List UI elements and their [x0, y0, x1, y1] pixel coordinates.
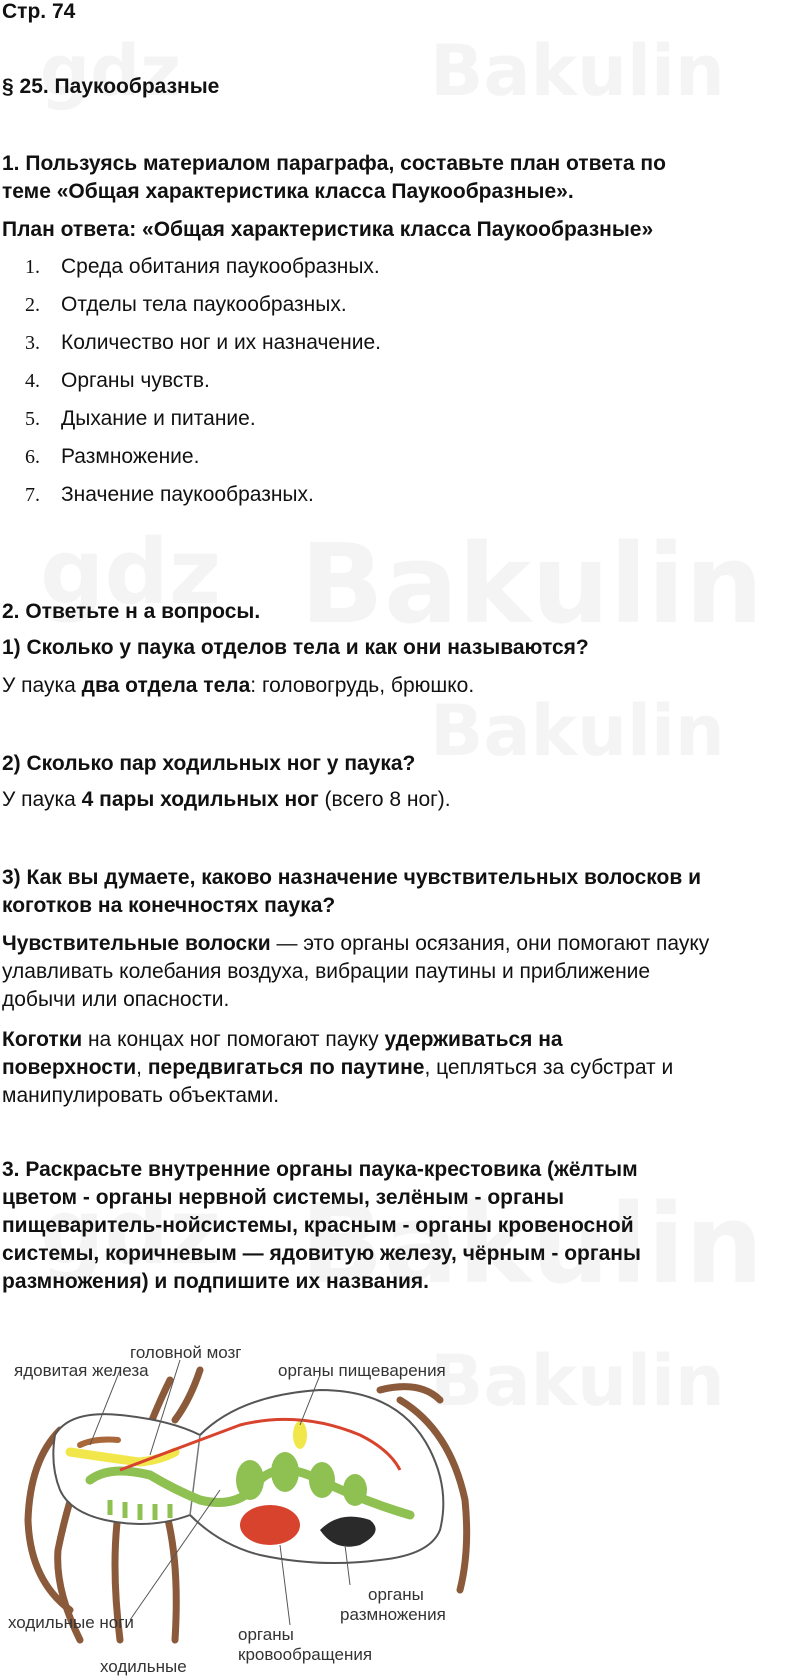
watermark-gdz	[40, 30, 181, 112]
task2-q3-line1: 3) Как вы думаете, каково назначение чувствительных волосков и	[2, 866, 701, 889]
label-circulatory-line2: кровообращения	[238, 1645, 373, 1664]
leg	[175, 1370, 200, 1420]
task2-a3-p1-line1: Чувствительные волоски — это органы осязания, они помогают пауку	[2, 932, 710, 955]
task2-a1: У паука два отдела тела: головогрудь, брюшко.	[2, 674, 475, 697]
list-item-text: Значение паукообразных.	[61, 483, 314, 506]
page-number: Стр. 74	[2, 0, 76, 23]
digestive-lobe	[343, 1474, 367, 1506]
list-item-text: Органы чувств.	[61, 369, 210, 392]
task2-a3-p2-line1: Коготки на концах ног помогают пауку удерживаться на	[2, 1028, 563, 1051]
watermark-bakulin	[430, 30, 725, 112]
label-venom-gland: ядовитая железа	[14, 1361, 149, 1380]
label-circulatory-line1: органы	[238, 1625, 294, 1644]
leg	[165, 1508, 176, 1640]
digestive-lobe	[271, 1452, 299, 1492]
list-item-number: 3.	[25, 332, 40, 354]
task3-line1: 3. Раскрасьте внутренние органы паука-крестовика (жёлтым	[2, 1158, 638, 1181]
leg	[380, 1387, 440, 1400]
list-item-number: 5.	[25, 408, 40, 430]
label-walking-legs-2: ходильные	[100, 1657, 187, 1676]
label-walking-legs: ходильные ноги	[8, 1613, 134, 1632]
list-item-number: 2.	[25, 294, 40, 316]
task3-line3: пищеваритель-нойсистемы, красным - органы кровеносной	[2, 1214, 634, 1237]
task3-line2: цветом - органы нервной системы, зелёным - органы	[2, 1186, 565, 1209]
list-item-text: Дыхание и питание.	[61, 407, 256, 430]
heart	[240, 1505, 300, 1545]
task3-line4: системы, коричневым — ядовитую железу, чёрным - органы	[2, 1242, 641, 1265]
nervous-node	[293, 1421, 307, 1449]
list-item-number: 1.	[25, 256, 40, 278]
list-item-text: Количество ног и их назначение.	[61, 331, 381, 354]
digestive-lobe	[309, 1462, 335, 1498]
plan-title: План ответа: «Общая характеристика класса Паукообразные»	[2, 218, 654, 241]
watermark-bakulin	[430, 690, 725, 772]
task2-a2: У паука 4 пары ходильных ног (всего 8 ног).	[2, 788, 451, 811]
task2-a3-p2-line2: поверхности, передвигаться по паутине, цепляться за субстрат и	[2, 1056, 674, 1079]
section-title: § 25. Паукообразные	[2, 75, 220, 98]
spider-diagram	[0, 1340, 500, 1677]
list-item-number: 6.	[25, 446, 40, 468]
task2-q3-line2: коготков на конечностях паука?	[2, 894, 336, 917]
label-reproductive-line2: размножения	[340, 1605, 446, 1624]
task2-a3-p1-line2: улавливать колебания воздуха, вибрации паутины и приближение	[2, 960, 651, 983]
task2-a3-p2-line3: манипулировать объектами.	[2, 1084, 280, 1107]
task1-question-line2: теме «Общая характеристика класса Паукообразные».	[2, 180, 574, 203]
label-digestive: органы пищеварения	[278, 1361, 446, 1380]
list-item-number: 4.	[25, 370, 40, 392]
task2-title: 2. Ответьте н а вопросы.	[2, 600, 261, 623]
watermark-bakulin	[300, 520, 763, 648]
task2-q2: 2) Сколько пар ходильных ног у паука?	[2, 752, 416, 775]
digestive-lobe	[236, 1460, 264, 1500]
list-item-text: Отделы тела паукообразных.	[61, 293, 347, 316]
label-brain: головной мозг	[130, 1343, 242, 1362]
list-item-text: Размножение.	[61, 445, 200, 468]
list-item-number: 7.	[25, 484, 40, 506]
task3-line5: размножения) и подпишите их названия.	[2, 1270, 430, 1293]
task2-q1: 1) Сколько у паука отделов тела и как они называются?	[2, 636, 589, 659]
list-item-text: Среда обитания паукообразных.	[61, 255, 380, 278]
label-reproductive-line1: органы	[368, 1585, 424, 1604]
task1-question-line1: 1. Пользуясь материалом параграфа, составьте план ответа по	[2, 152, 666, 175]
task2-a3-p1-line3: добычи или опасности.	[2, 988, 230, 1011]
